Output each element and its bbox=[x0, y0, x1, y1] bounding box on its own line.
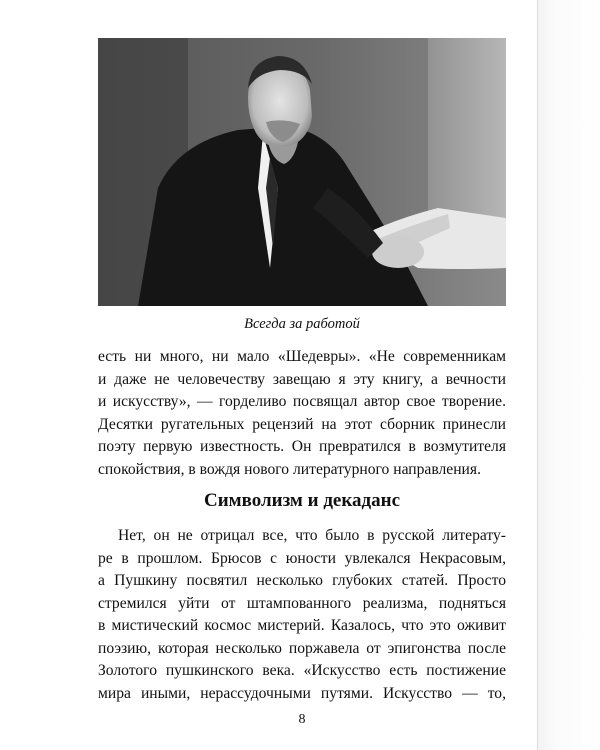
portrait-photo-image bbox=[98, 38, 506, 306]
paragraph-line: Десятки ругательных рецензий на этот сборник принесли bbox=[98, 415, 506, 433]
paragraph-line: поэзию, которая несколько поржавела от эпигонства после bbox=[98, 639, 506, 657]
section-heading: Символизм и декаданс bbox=[203, 490, 401, 511]
photo-caption: Всегда за работой bbox=[244, 316, 360, 332]
paragraph-line: и даже не человечеству завещаю я эту книгу, а вечности bbox=[98, 370, 506, 388]
page-edge-shadow bbox=[538, 0, 600, 750]
paragraph-line: и искусству», — горделиво посвящал автор свое творение. bbox=[98, 393, 506, 410]
paragraph-line: Нет, он не отрицал все, что было в русской литерату- bbox=[118, 527, 506, 544]
paragraph-line: а Пушкину посвятил несколько глубоких статей. Просто bbox=[98, 572, 506, 589]
page-number: 8 bbox=[298, 712, 306, 727]
portrait-photo bbox=[98, 38, 506, 306]
paragraph-line: Золотого пушкинского века. «Искусство есть постижение bbox=[98, 662, 506, 679]
paragraph-line: стремился уйти от штампованного реализма, подняться bbox=[98, 594, 506, 612]
paragraph-1 bbox=[98, 346, 506, 481]
paragraph-line: мира иными, нерассудочными путями. Искусство — то, bbox=[98, 684, 506, 702]
paragraph-2 bbox=[98, 525, 506, 705]
page-edge-line bbox=[537, 0, 538, 750]
paragraph-line: есть ни много, ни мало «Шедевры». «Не современникам bbox=[98, 348, 506, 365]
paragraph-line: поэту первую известность. Он превратился в возмутителя bbox=[98, 438, 506, 455]
paragraph-line: спокойствия, в вождя нового литературного направления. bbox=[98, 460, 481, 478]
paragraph-line: ре в прошлом. Брюсов с юности увлекался Некрасовым, bbox=[98, 549, 506, 567]
paragraph-line: в мистический космос мистерий. Казалось, что это оживит bbox=[98, 617, 506, 634]
